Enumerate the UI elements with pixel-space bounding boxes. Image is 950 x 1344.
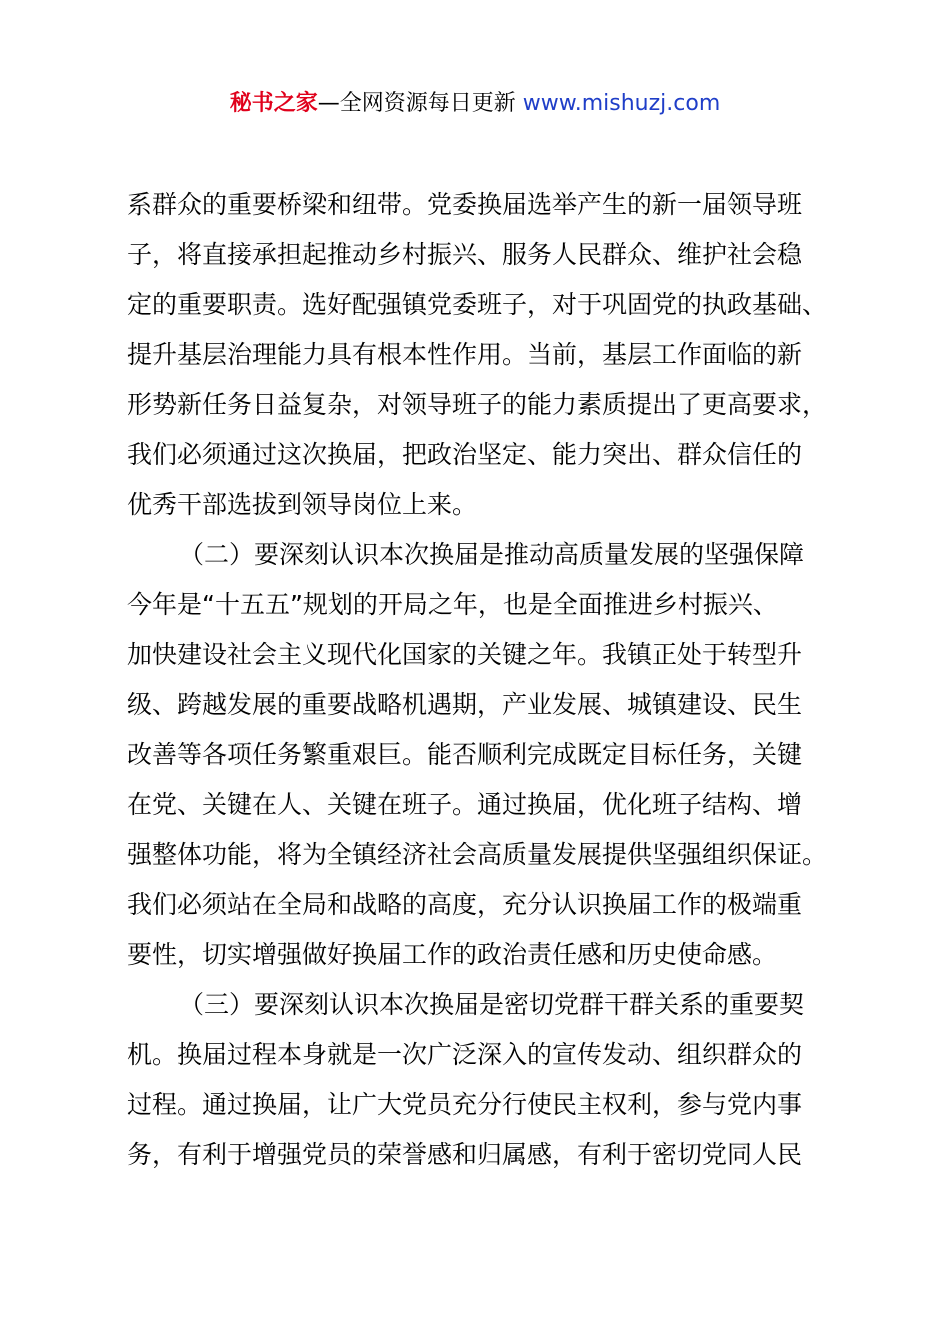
- text-line: 今年是“十五五”规划的开局之年，也是全面推进乡村振兴、: [127, 590, 778, 619]
- header-slogan: —全网资源每日更新: [317, 91, 523, 116]
- text-line: 在党、关键在人、关键在班子。通过换届，优化班子结构、增: [127, 790, 803, 819]
- text-line: 务，有利于增强党员的荣誉感和归属感，有利于密切党同人民: [127, 1140, 803, 1169]
- text-line: 我们必须通过这次换届，把政治坚定、能力突出、群众信任的: [127, 440, 803, 469]
- text-line: 机。换届过程本身就是一次广泛深入的宣传发动、组织群众的: [127, 1040, 803, 1069]
- text-line: 加快建设社会主义现代化国家的关键之年。我镇正处于转型升: [127, 640, 803, 669]
- text-line: 我们必须站在全局和战略的高度，充分认识换届工作的极端重: [127, 890, 803, 919]
- text-line: 形势新任务日益复杂，对领导班子的能力素质提出了更高要求，: [127, 390, 828, 419]
- text-line: 强整体功能，将为全镇经济社会高质量发展提供坚强组织保证。: [127, 840, 828, 869]
- site-url-link[interactable]: www.mishuzj.com: [522, 91, 721, 116]
- text-line: 级、跨越发展的重要战略机遇期，产业发展、城镇建设、民生: [127, 690, 803, 719]
- text-line: 优秀干部选拔到领导岗位上来。: [127, 490, 478, 519]
- brand-name: 秘书之家: [229, 91, 318, 116]
- text-line: 过程。通过换届，让广大党员充分行使民主权利，参与党内事: [127, 1090, 803, 1119]
- text-line: 要性，切实增强做好换届工作的政治责任感和历史使命感。: [127, 940, 778, 969]
- document-body: [127, 180, 837, 1180]
- text-line: 改善等各项任务繁重艰巨。能否顺利完成既定目标任务，关键: [127, 740, 803, 769]
- text-line: 提升基层治理能力具有根本性作用。当前，基层工作面临的新: [127, 340, 803, 369]
- section-heading-3: （三）要深刻认识本次换届是密切党群干群关系的重要契: [179, 990, 805, 1019]
- page-header: [0, 88, 950, 120]
- text-line: 子，将直接承担起推动乡村振兴、服务人民群众、维护社会稳: [127, 240, 803, 269]
- text-line: 定的重要职责。选好配强镇党委班子，对于巩固党的执政基础、: [127, 290, 828, 319]
- text-line: 系群众的重要桥梁和纽带。党委换届选举产生的新一届领导班: [127, 190, 803, 219]
- section-heading-2: （二）要深刻认识本次换届是推动高质量发展的坚强保障: [179, 540, 805, 569]
